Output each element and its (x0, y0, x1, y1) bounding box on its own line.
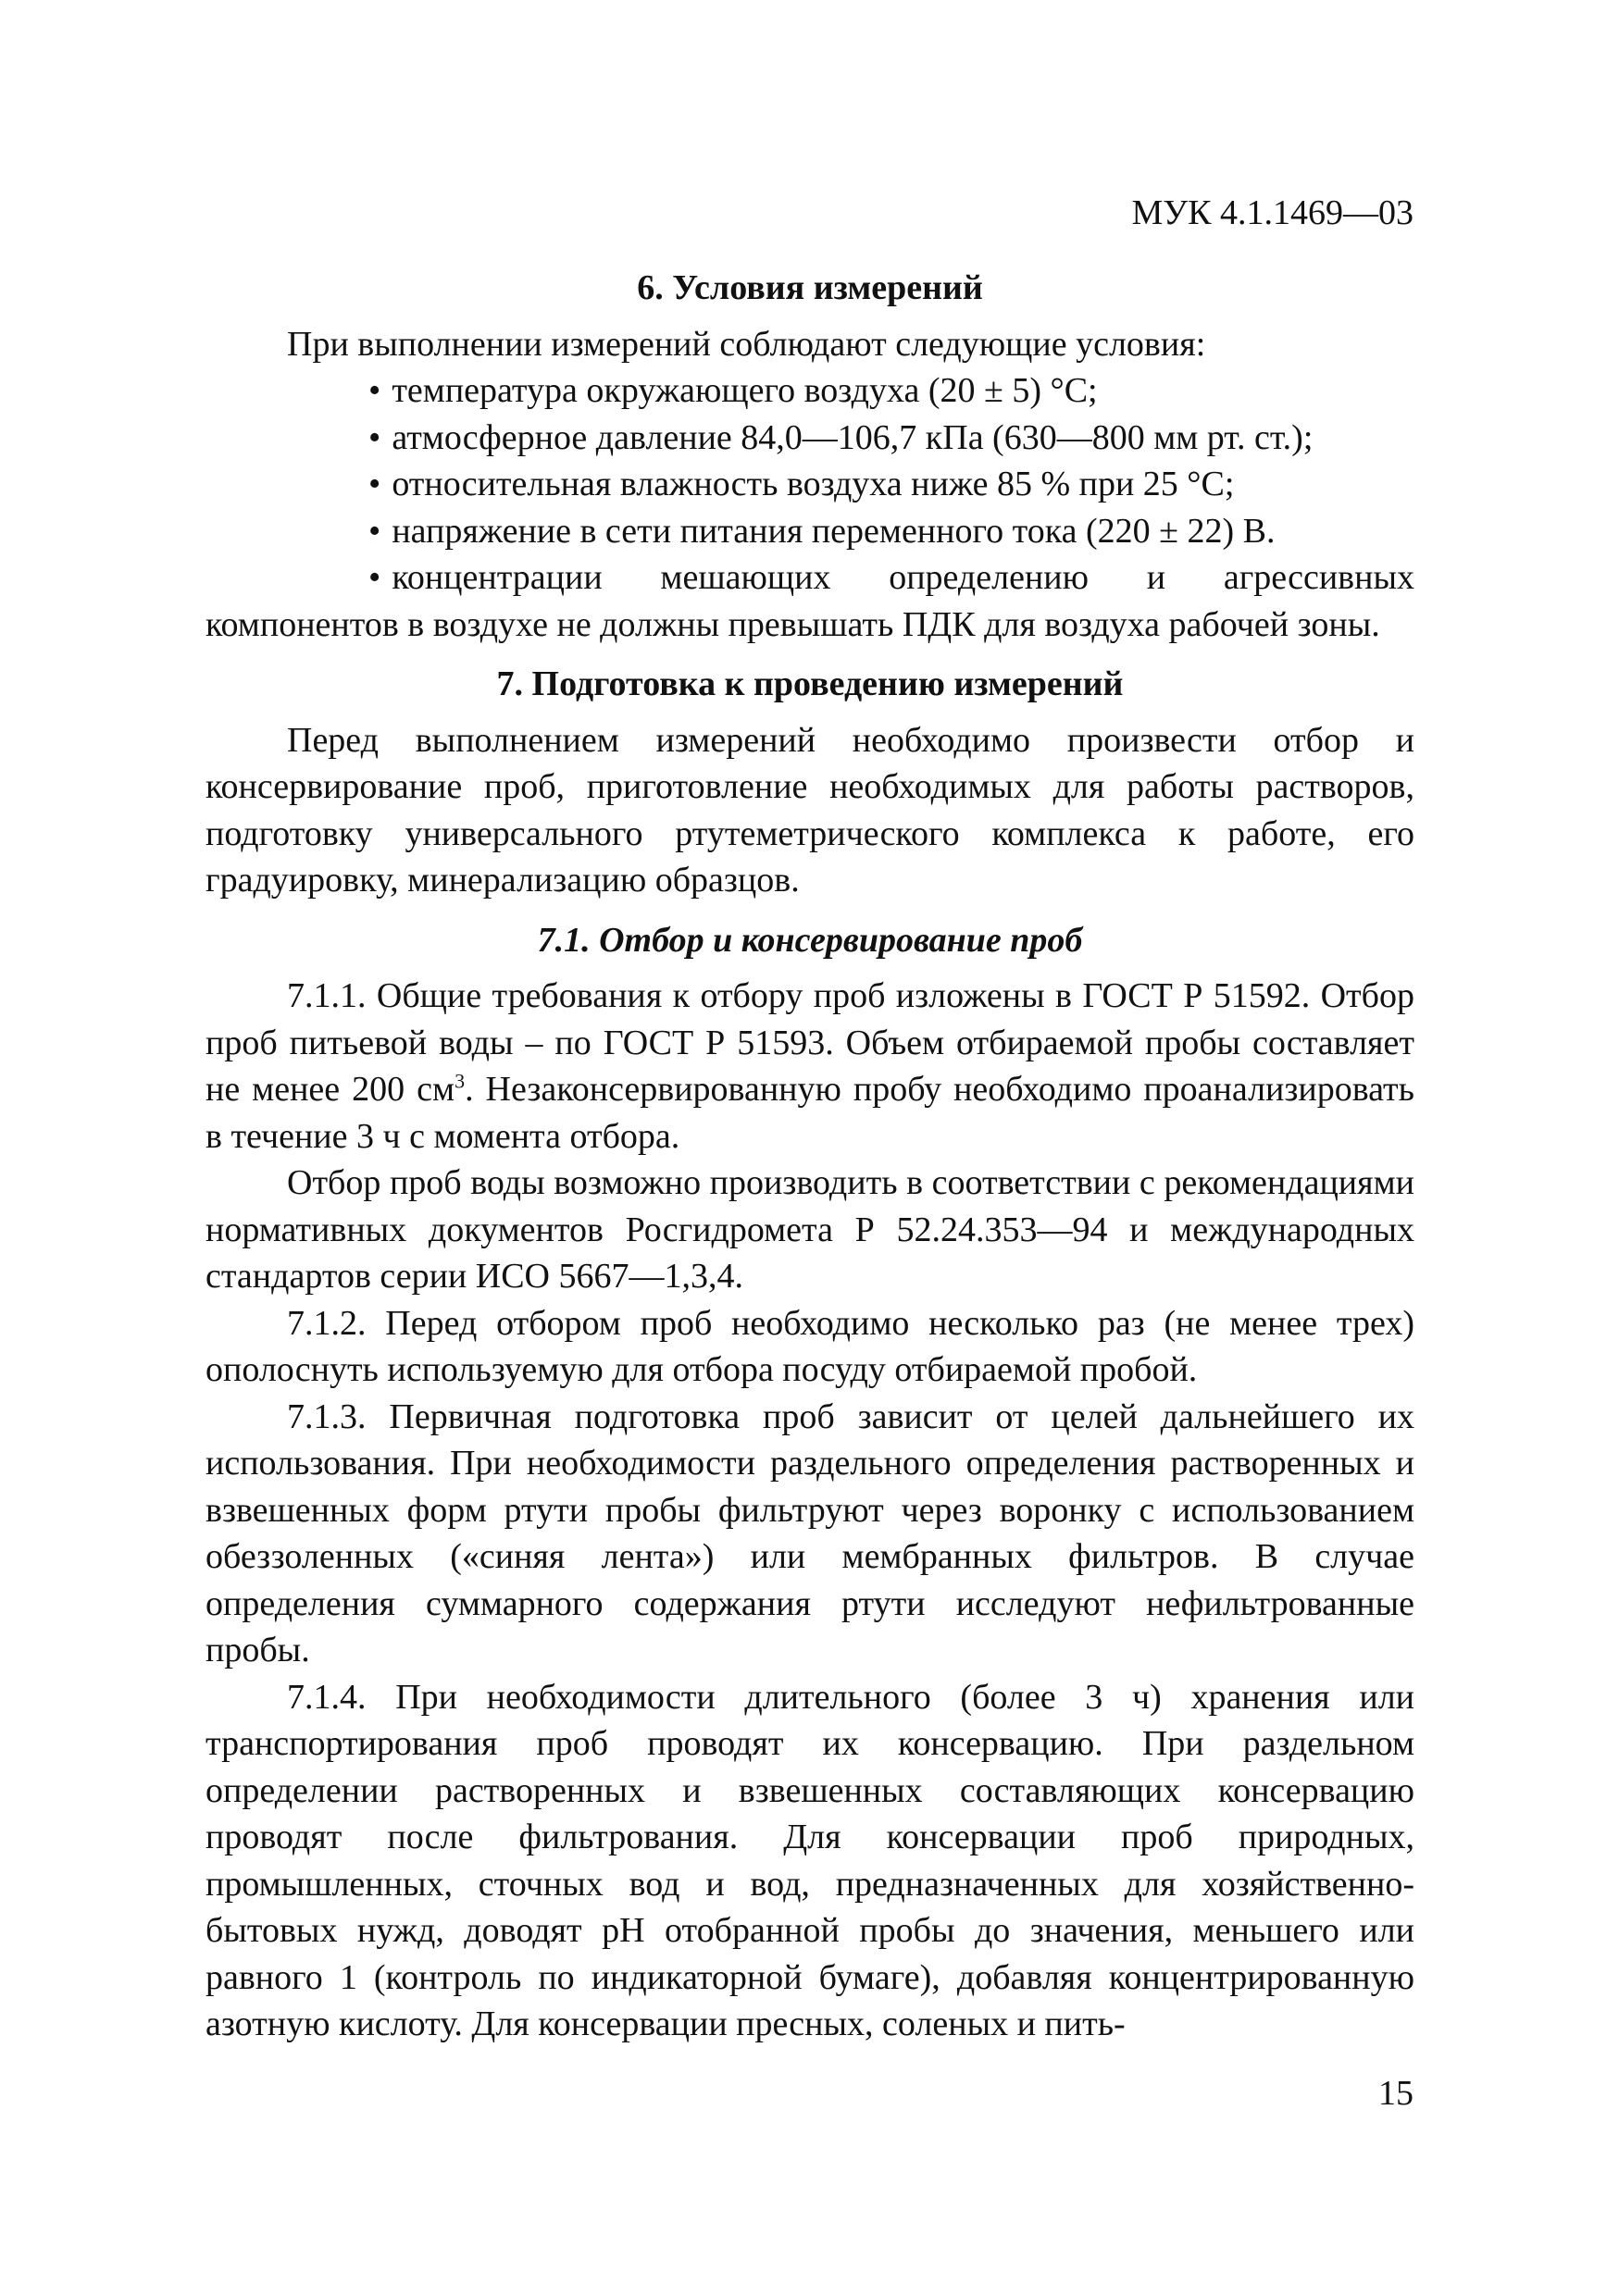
document-code-header: МУК 4.1.1469—03 (1131, 193, 1414, 232)
condition-text: напряжение в сети питания переменного тока (220 ± 22) В. (392, 511, 1276, 551)
bullet-icon: • (368, 417, 381, 457)
condition-item (205, 508, 1414, 555)
paragraph-7-1-1 (205, 973, 1414, 1160)
section-6-title: 6. Условия измерений (637, 268, 983, 307)
page-content (205, 265, 1414, 2048)
bullet-icon: • (368, 558, 381, 597)
subsection-7-1-title: 7.1. Отбор и консервирование проб (537, 920, 1083, 960)
section-gap (205, 648, 1414, 661)
bullet-icon: • (368, 465, 381, 503)
paragraph-text: . Незаконсервированную пробу необходимо проанализировать в течение 3 ч с момента отбора. (205, 1070, 1414, 1156)
bullet-icon: • (368, 371, 381, 410)
paragraph-sampling-standards: Отбор проб воды возможно производить в соответствии с рекомендациями нормативных документов Росгидромета Р 52.24.353—94 и международных стандартов серии ИСО 5667—1,3,4. (205, 1163, 1414, 1296)
condition-text: температура окружающего воздуха (20 ± 5) °С; (392, 371, 1098, 410)
superscript: 3 (455, 1069, 466, 1093)
section-gap (205, 904, 1414, 917)
condition-item (205, 415, 1414, 462)
section-6-intro: При выполнении измерений соблюдают следующие условия: (287, 324, 1206, 364)
paragraph-7-1-4: 7.1.4. При необходимости длительного (более 3 ч) хранения или транспортирования проб проводят их консервацию. При раздельном определении растворенных и взвешенных составляющих консервацию проводят после фильтрования. Для консервации проб природных, промышленных, сточных вод и вод, предназначенных для хозяйственно-бытовых нужд, доводят pH отобранной пробы до значения, меньшего или равного 1 (контроль по индикаторной бумаге), добавляя концентрированную азотную кислоту. Для консервации пресных, соленых и пить- (205, 1677, 1414, 2043)
condition-text: концентрации мешающих определению и агрессивных компонентов в воздухе не должны превышать ПДК для воздуха рабочей зоны. (205, 558, 1414, 644)
condition-item (205, 367, 1414, 415)
paragraph-text: 7.1.1. Общие требования к отбору проб изложены в ГОСТ Р 51592. Отбор проб питьевой воды – по ГОСТ Р 51593. Объем отбираемой пробы составляет не менее 200 см (205, 976, 1414, 1109)
section-7-intro: Перед выполнением измерений необходимо произвести отбор и консервирование проб, приготовление необходимых для работы растворов, подготовку универсального ртутеметрического комплекса к работе, его градуировку, минерализацию образцов. (205, 720, 1414, 900)
condition-text: относительная влажность воздуха ниже 85 % при 25 °С; (392, 465, 1235, 503)
page-number: 15 (1378, 2074, 1414, 2113)
section-7-title: 7. Подготовка к проведению измерений (496, 664, 1124, 703)
condition-item (205, 461, 1414, 508)
condition-item (205, 554, 1414, 648)
condition-text: атмосферное давление 84,0—106,7 кПа (630—800 мм рт. ст.); (392, 417, 1314, 457)
bullet-icon: • (368, 511, 381, 551)
paragraph-7-1-2: 7.1.2. Перед отбором проб необходимо несколько раз (не менее трех) ополоснуть используемую для отбора посуду отбираемой пробой. (205, 1303, 1414, 1389)
paragraph-7-1-3: 7.1.3. Первичная подготовка проб зависит от целей дальнейшего их использования. При необходимости раздельного определения растворенных и взвешенных форм ртути пробы фильтруют через воронку с использованием обеззоленных («синяя лента») или мембранных фильтров. В случае определения суммарного содержания ртути исследуют нефильтрованные пробы. (205, 1396, 1414, 1669)
